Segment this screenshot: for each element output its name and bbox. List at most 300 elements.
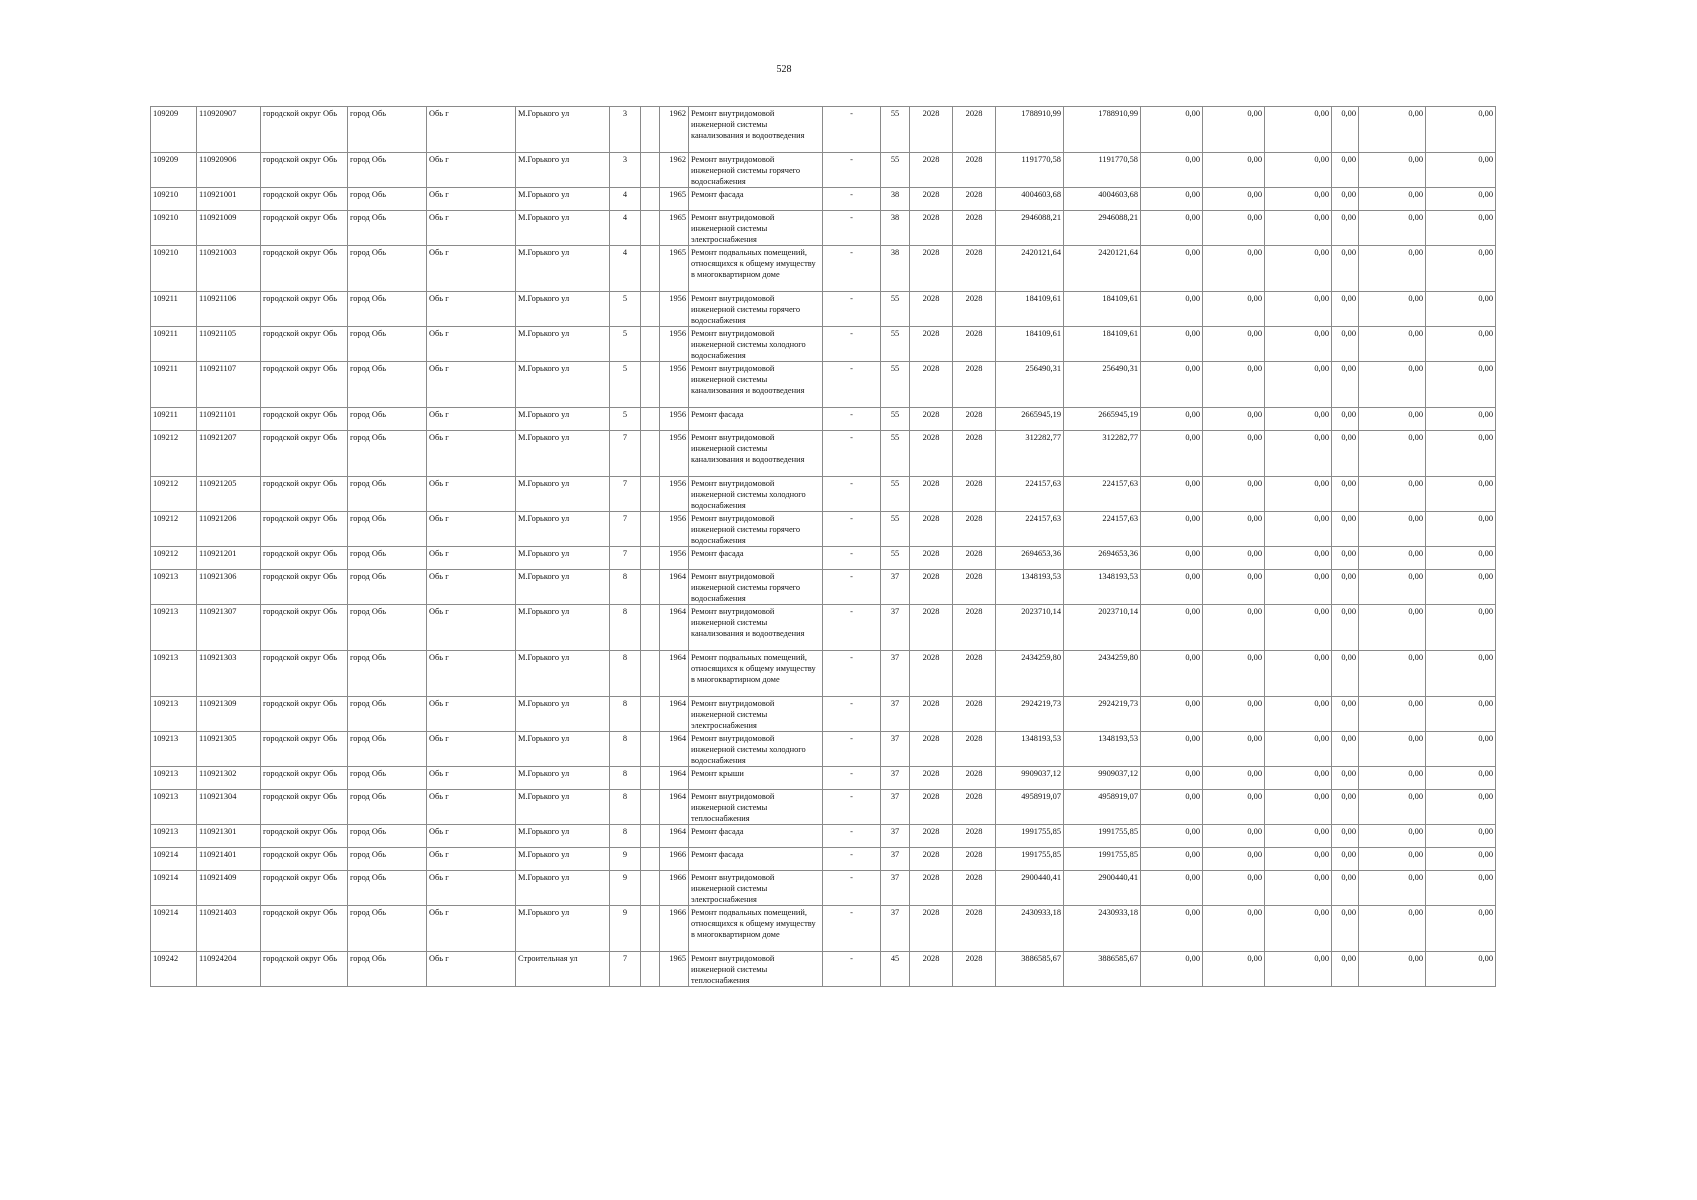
cost-cell: 1991755,85 xyxy=(996,825,1064,848)
start-year-cell: 2028 xyxy=(910,825,953,848)
wear-percent-cell: 37 xyxy=(881,825,910,848)
fund-2-cell: 0,00 xyxy=(1203,732,1265,767)
house-number-cell: 5 xyxy=(610,327,641,362)
end-year-cell: 2028 xyxy=(953,512,996,547)
fund-5-cell: 0,00 xyxy=(1359,790,1426,825)
settlement-cell: Обь г xyxy=(427,512,516,547)
wear-percent-cell: 38 xyxy=(881,188,910,211)
district-cell: городской округ Обь xyxy=(261,848,348,871)
settlement-cell: Обь г xyxy=(427,790,516,825)
start-year-cell: 2028 xyxy=(910,292,953,327)
fund-4-cell: 0,00 xyxy=(1332,848,1359,871)
table-row xyxy=(151,107,1496,153)
locality-cell: город Обь xyxy=(348,327,427,362)
house-id-cell: 109212 xyxy=(151,431,197,477)
end-year-cell: 2028 xyxy=(953,246,996,292)
work-code-cell: 110921304 xyxy=(197,790,261,825)
work-code-cell: 110921001 xyxy=(197,188,261,211)
work-type-cell: Ремонт внутридомовой инженерной системы холодного водоснабжения xyxy=(689,477,823,512)
build-year-cell: 1965 xyxy=(660,246,689,292)
start-year-cell: 2028 xyxy=(910,107,953,153)
build-year-cell: 1956 xyxy=(660,547,689,570)
cost-cell: 3886585,67 xyxy=(996,952,1064,987)
fund-1-cell: 0,00 xyxy=(1141,477,1203,512)
house-id-cell: 109211 xyxy=(151,362,197,408)
start-year-cell: 2028 xyxy=(910,512,953,547)
house-number-cell: 9 xyxy=(610,848,641,871)
wear-percent-cell: 38 xyxy=(881,246,910,292)
total-cost-cell: 2430933,18 xyxy=(1064,906,1141,952)
empty-cell xyxy=(641,327,660,362)
house-number-cell: 8 xyxy=(610,732,641,767)
page-number: 528 xyxy=(776,64,792,75)
house-number-cell: 7 xyxy=(610,477,641,512)
settlement-cell: Обь г xyxy=(427,153,516,188)
cost-cell: 2665945,19 xyxy=(996,408,1064,431)
district-cell: городской округ Обь xyxy=(261,107,348,153)
district-cell: городской округ Обь xyxy=(261,767,348,790)
district-cell: городской округ Обь xyxy=(261,547,348,570)
end-year-cell: 2028 xyxy=(953,871,996,906)
work-code-cell: 110921307 xyxy=(197,605,261,651)
district-cell: городской округ Обь xyxy=(261,246,348,292)
fund-4-cell: 0,00 xyxy=(1332,570,1359,605)
total-cost-cell: 1348193,53 xyxy=(1064,570,1141,605)
dash-cell: - xyxy=(823,732,881,767)
fund-6-cell: 0,00 xyxy=(1426,547,1496,570)
empty-cell xyxy=(641,477,660,512)
build-year-cell: 1964 xyxy=(660,732,689,767)
fund-1-cell: 0,00 xyxy=(1141,107,1203,153)
build-year-cell: 1964 xyxy=(660,697,689,732)
work-code-cell: 110921201 xyxy=(197,547,261,570)
district-cell: городской округ Обь xyxy=(261,871,348,906)
fund-3-cell: 0,00 xyxy=(1265,246,1332,292)
fund-3-cell: 0,00 xyxy=(1265,211,1332,246)
end-year-cell: 2028 xyxy=(953,651,996,697)
district-cell: городской округ Обь xyxy=(261,153,348,188)
wear-percent-cell: 55 xyxy=(881,107,910,153)
house-id-cell: 109213 xyxy=(151,697,197,732)
house-id-cell: 109214 xyxy=(151,906,197,952)
locality-cell: город Обь xyxy=(348,906,427,952)
street-cell: М.Горького ул xyxy=(516,605,610,651)
dash-cell: - xyxy=(823,547,881,570)
end-year-cell: 2028 xyxy=(953,211,996,246)
fund-3-cell: 0,00 xyxy=(1265,107,1332,153)
house-number-cell: 7 xyxy=(610,952,641,987)
fund-3-cell: 0,00 xyxy=(1265,188,1332,211)
fund-6-cell: 0,00 xyxy=(1426,246,1496,292)
start-year-cell: 2028 xyxy=(910,767,953,790)
fund-3-cell: 0,00 xyxy=(1265,327,1332,362)
total-cost-cell: 2924219,73 xyxy=(1064,697,1141,732)
end-year-cell: 2028 xyxy=(953,848,996,871)
fund-4-cell: 0,00 xyxy=(1332,790,1359,825)
work-type-cell: Ремонт внутридомовой инженерной системы горячего водоснабжения xyxy=(689,512,823,547)
fund-6-cell: 0,00 xyxy=(1426,408,1496,431)
fund-2-cell: 0,00 xyxy=(1203,547,1265,570)
fund-5-cell: 0,00 xyxy=(1359,952,1426,987)
work-type-cell: Ремонт фасада xyxy=(689,408,823,431)
cost-cell: 312282,77 xyxy=(996,431,1064,477)
house-id-cell: 109213 xyxy=(151,790,197,825)
dash-cell: - xyxy=(823,906,881,952)
street-cell: М.Горького ул xyxy=(516,651,610,697)
empty-cell xyxy=(641,697,660,732)
house-number-cell: 4 xyxy=(610,188,641,211)
work-type-cell: Ремонт фасада xyxy=(689,188,823,211)
house-number-cell: 3 xyxy=(610,153,641,188)
cost-cell: 256490,31 xyxy=(996,362,1064,408)
table-row xyxy=(151,848,1496,871)
work-code-cell: 110920906 xyxy=(197,153,261,188)
house-id-cell: 109211 xyxy=(151,292,197,327)
build-year-cell: 1956 xyxy=(660,292,689,327)
empty-cell xyxy=(641,512,660,547)
street-cell: М.Горького ул xyxy=(516,246,610,292)
locality-cell: город Обь xyxy=(348,362,427,408)
settlement-cell: Обь г xyxy=(427,292,516,327)
settlement-cell: Обь г xyxy=(427,431,516,477)
dash-cell: - xyxy=(823,292,881,327)
fund-1-cell: 0,00 xyxy=(1141,211,1203,246)
work-code-cell: 110921403 xyxy=(197,906,261,952)
district-cell: городской округ Обь xyxy=(261,825,348,848)
street-cell: М.Горького ул xyxy=(516,848,610,871)
wear-percent-cell: 37 xyxy=(881,848,910,871)
work-type-cell: Ремонт фасада xyxy=(689,547,823,570)
fund-3-cell: 0,00 xyxy=(1265,952,1332,987)
total-cost-cell: 1991755,85 xyxy=(1064,825,1141,848)
start-year-cell: 2028 xyxy=(910,211,953,246)
dash-cell: - xyxy=(823,188,881,211)
district-cell: городской округ Обь xyxy=(261,211,348,246)
empty-cell xyxy=(641,246,660,292)
end-year-cell: 2028 xyxy=(953,605,996,651)
build-year-cell: 1965 xyxy=(660,188,689,211)
cost-cell: 2023710,14 xyxy=(996,605,1064,651)
build-year-cell: 1964 xyxy=(660,767,689,790)
table-row xyxy=(151,512,1496,547)
end-year-cell: 2028 xyxy=(953,790,996,825)
fund-2-cell: 0,00 xyxy=(1203,188,1265,211)
fund-4-cell: 0,00 xyxy=(1332,825,1359,848)
empty-cell xyxy=(641,153,660,188)
locality-cell: город Обь xyxy=(348,153,427,188)
fund-4-cell: 0,00 xyxy=(1332,697,1359,732)
fund-5-cell: 0,00 xyxy=(1359,153,1426,188)
fund-2-cell: 0,00 xyxy=(1203,327,1265,362)
house-id-cell: 109213 xyxy=(151,825,197,848)
fund-1-cell: 0,00 xyxy=(1141,697,1203,732)
wear-percent-cell: 55 xyxy=(881,362,910,408)
cost-cell: 1788910,99 xyxy=(996,107,1064,153)
fund-4-cell: 0,00 xyxy=(1332,605,1359,651)
street-cell: М.Горького ул xyxy=(516,327,610,362)
settlement-cell: Обь г xyxy=(427,651,516,697)
fund-6-cell: 0,00 xyxy=(1426,211,1496,246)
fund-5-cell: 0,00 xyxy=(1359,848,1426,871)
total-cost-cell: 1348193,53 xyxy=(1064,732,1141,767)
settlement-cell: Обь г xyxy=(427,871,516,906)
fund-4-cell: 0,00 xyxy=(1332,292,1359,327)
work-type-cell: Ремонт крыши xyxy=(689,767,823,790)
house-id-cell: 109213 xyxy=(151,570,197,605)
dash-cell: - xyxy=(823,431,881,477)
fund-4-cell: 0,00 xyxy=(1332,651,1359,697)
house-number-cell: 5 xyxy=(610,408,641,431)
work-code-cell: 110921003 xyxy=(197,246,261,292)
fund-2-cell: 0,00 xyxy=(1203,697,1265,732)
wear-percent-cell: 37 xyxy=(881,767,910,790)
wear-percent-cell: 55 xyxy=(881,547,910,570)
street-cell: М.Горького ул xyxy=(516,211,610,246)
settlement-cell: Обь г xyxy=(427,107,516,153)
house-id-cell: 109213 xyxy=(151,651,197,697)
fund-1-cell: 0,00 xyxy=(1141,431,1203,477)
district-cell: городской округ Обь xyxy=(261,651,348,697)
empty-cell xyxy=(641,431,660,477)
fund-5-cell: 0,00 xyxy=(1359,697,1426,732)
fund-4-cell: 0,00 xyxy=(1332,767,1359,790)
end-year-cell: 2028 xyxy=(953,107,996,153)
fund-6-cell: 0,00 xyxy=(1426,188,1496,211)
start-year-cell: 2028 xyxy=(910,188,953,211)
locality-cell: город Обь xyxy=(348,188,427,211)
work-type-cell: Ремонт подвальных помещений, относящихся к общему имуществу в многоквартирном доме xyxy=(689,906,823,952)
work-code-cell: 110920907 xyxy=(197,107,261,153)
street-cell: М.Горького ул xyxy=(516,431,610,477)
fund-4-cell: 0,00 xyxy=(1332,431,1359,477)
fund-2-cell: 0,00 xyxy=(1203,651,1265,697)
dash-cell: - xyxy=(823,211,881,246)
table-row xyxy=(151,871,1496,906)
empty-cell xyxy=(641,732,660,767)
locality-cell: город Обь xyxy=(348,697,427,732)
settlement-cell: Обь г xyxy=(427,848,516,871)
settlement-cell: Обь г xyxy=(427,246,516,292)
end-year-cell: 2028 xyxy=(953,477,996,512)
fund-1-cell: 0,00 xyxy=(1141,651,1203,697)
table-row xyxy=(151,790,1496,825)
wear-percent-cell: 37 xyxy=(881,790,910,825)
house-number-cell: 4 xyxy=(610,211,641,246)
house-id-cell: 109212 xyxy=(151,477,197,512)
settlement-cell: Обь г xyxy=(427,605,516,651)
work-type-cell: Ремонт внутридомовой инженерной системы холодного водоснабжения xyxy=(689,732,823,767)
build-year-cell: 1962 xyxy=(660,107,689,153)
table-row xyxy=(151,547,1496,570)
fund-5-cell: 0,00 xyxy=(1359,362,1426,408)
total-cost-cell: 1191770,58 xyxy=(1064,153,1141,188)
total-cost-cell: 1991755,85 xyxy=(1064,848,1141,871)
dash-cell: - xyxy=(823,767,881,790)
district-cell: городской округ Обь xyxy=(261,292,348,327)
end-year-cell: 2028 xyxy=(953,906,996,952)
start-year-cell: 2028 xyxy=(910,246,953,292)
fund-2-cell: 0,00 xyxy=(1203,605,1265,651)
fund-5-cell: 0,00 xyxy=(1359,408,1426,431)
fund-3-cell: 0,00 xyxy=(1265,767,1332,790)
empty-cell xyxy=(641,107,660,153)
dash-cell: - xyxy=(823,651,881,697)
fund-5-cell: 0,00 xyxy=(1359,871,1426,906)
street-cell: М.Горького ул xyxy=(516,107,610,153)
house-id-cell: 109211 xyxy=(151,408,197,431)
table-row xyxy=(151,825,1496,848)
fund-3-cell: 0,00 xyxy=(1265,871,1332,906)
total-cost-cell: 2946088,21 xyxy=(1064,211,1141,246)
wear-percent-cell: 37 xyxy=(881,732,910,767)
start-year-cell: 2028 xyxy=(910,327,953,362)
total-cost-cell: 2900440,41 xyxy=(1064,871,1141,906)
end-year-cell: 2028 xyxy=(953,431,996,477)
total-cost-cell: 184109,61 xyxy=(1064,292,1141,327)
fund-6-cell: 0,00 xyxy=(1426,848,1496,871)
table-body xyxy=(151,107,1496,987)
cost-cell: 2434259,80 xyxy=(996,651,1064,697)
house-id-cell: 109214 xyxy=(151,871,197,906)
locality-cell: город Обь xyxy=(348,408,427,431)
fund-4-cell: 0,00 xyxy=(1332,211,1359,246)
fund-3-cell: 0,00 xyxy=(1265,825,1332,848)
work-type-cell: Ремонт внутридомовой инженерной системы горячего водоснабжения xyxy=(689,570,823,605)
house-id-cell: 109213 xyxy=(151,605,197,651)
start-year-cell: 2028 xyxy=(910,906,953,952)
end-year-cell: 2028 xyxy=(953,362,996,408)
empty-cell xyxy=(641,211,660,246)
house-id-cell: 109209 xyxy=(151,107,197,153)
end-year-cell: 2028 xyxy=(953,767,996,790)
fund-4-cell: 0,00 xyxy=(1332,327,1359,362)
fund-3-cell: 0,00 xyxy=(1265,477,1332,512)
locality-cell: город Обь xyxy=(348,732,427,767)
fund-2-cell: 0,00 xyxy=(1203,107,1265,153)
fund-5-cell: 0,00 xyxy=(1359,906,1426,952)
empty-cell xyxy=(641,362,660,408)
work-type-cell: Ремонт внутридомовой инженерной системы электроснабжения xyxy=(689,211,823,246)
settlement-cell: Обь г xyxy=(427,952,516,987)
settlement-cell: Обь г xyxy=(427,767,516,790)
fund-4-cell: 0,00 xyxy=(1332,477,1359,512)
house-number-cell: 8 xyxy=(610,825,641,848)
house-id-cell: 109212 xyxy=(151,547,197,570)
empty-cell xyxy=(641,848,660,871)
empty-cell xyxy=(641,906,660,952)
fund-6-cell: 0,00 xyxy=(1426,697,1496,732)
work-type-cell: Ремонт внутридомовой инженерной системы канализования и водоотведения xyxy=(689,107,823,153)
fund-6-cell: 0,00 xyxy=(1426,362,1496,408)
fund-3-cell: 0,00 xyxy=(1265,605,1332,651)
fund-4-cell: 0,00 xyxy=(1332,107,1359,153)
table-row xyxy=(151,477,1496,512)
dash-cell: - xyxy=(823,327,881,362)
fund-2-cell: 0,00 xyxy=(1203,246,1265,292)
total-cost-cell: 184109,61 xyxy=(1064,327,1141,362)
fund-3-cell: 0,00 xyxy=(1265,570,1332,605)
house-id-cell: 109213 xyxy=(151,767,197,790)
settlement-cell: Обь г xyxy=(427,362,516,408)
fund-2-cell: 0,00 xyxy=(1203,848,1265,871)
work-code-cell: 110921009 xyxy=(197,211,261,246)
work-code-cell: 110921301 xyxy=(197,825,261,848)
locality-cell: город Обь xyxy=(348,848,427,871)
fund-3-cell: 0,00 xyxy=(1265,292,1332,327)
empty-cell xyxy=(641,188,660,211)
fund-1-cell: 0,00 xyxy=(1141,512,1203,547)
total-cost-cell: 2665945,19 xyxy=(1064,408,1141,431)
street-cell: М.Горького ул xyxy=(516,292,610,327)
table-row xyxy=(151,767,1496,790)
build-year-cell: 1964 xyxy=(660,605,689,651)
fund-2-cell: 0,00 xyxy=(1203,767,1265,790)
empty-cell xyxy=(641,605,660,651)
district-cell: городской округ Обь xyxy=(261,906,348,952)
start-year-cell: 2028 xyxy=(910,362,953,408)
fund-5-cell: 0,00 xyxy=(1359,605,1426,651)
house-number-cell: 3 xyxy=(610,107,641,153)
fund-2-cell: 0,00 xyxy=(1203,408,1265,431)
house-number-cell: 7 xyxy=(610,512,641,547)
fund-4-cell: 0,00 xyxy=(1332,512,1359,547)
work-code-cell: 110921207 xyxy=(197,431,261,477)
work-code-cell: 110921205 xyxy=(197,477,261,512)
work-type-cell: Ремонт внутридомовой инженерной системы канализования и водоотведения xyxy=(689,605,823,651)
dash-cell: - xyxy=(823,362,881,408)
build-year-cell: 1956 xyxy=(660,431,689,477)
wear-percent-cell: 55 xyxy=(881,327,910,362)
fund-4-cell: 0,00 xyxy=(1332,153,1359,188)
end-year-cell: 2028 xyxy=(953,732,996,767)
total-cost-cell: 312282,77 xyxy=(1064,431,1141,477)
start-year-cell: 2028 xyxy=(910,790,953,825)
empty-cell xyxy=(641,790,660,825)
end-year-cell: 2028 xyxy=(953,327,996,362)
start-year-cell: 2028 xyxy=(910,477,953,512)
table-row xyxy=(151,408,1496,431)
total-cost-cell: 224157,63 xyxy=(1064,512,1141,547)
house-number-cell: 8 xyxy=(610,697,641,732)
house-id-cell: 109210 xyxy=(151,211,197,246)
locality-cell: город Обь xyxy=(348,292,427,327)
build-year-cell: 1964 xyxy=(660,825,689,848)
work-code-cell: 110921107 xyxy=(197,362,261,408)
work-code-cell: 110924204 xyxy=(197,952,261,987)
fund-2-cell: 0,00 xyxy=(1203,431,1265,477)
fund-6-cell: 0,00 xyxy=(1426,732,1496,767)
fund-1-cell: 0,00 xyxy=(1141,790,1203,825)
cost-cell: 2694653,36 xyxy=(996,547,1064,570)
district-cell: городской округ Обь xyxy=(261,605,348,651)
table-row xyxy=(151,906,1496,952)
fund-6-cell: 0,00 xyxy=(1426,570,1496,605)
wear-percent-cell: 38 xyxy=(881,211,910,246)
work-type-cell: Ремонт фасада xyxy=(689,848,823,871)
street-cell: М.Горького ул xyxy=(516,767,610,790)
work-type-cell: Ремонт подвальных помещений, относящихся к общему имуществу в многоквартирном доме xyxy=(689,651,823,697)
house-number-cell: 7 xyxy=(610,547,641,570)
dash-cell: - xyxy=(823,605,881,651)
district-cell: городской округ Обь xyxy=(261,790,348,825)
table-row xyxy=(151,952,1496,987)
house-id-cell: 109211 xyxy=(151,327,197,362)
locality-cell: город Обь xyxy=(348,651,427,697)
work-code-cell: 110921309 xyxy=(197,697,261,732)
fund-4-cell: 0,00 xyxy=(1332,547,1359,570)
fund-4-cell: 0,00 xyxy=(1332,952,1359,987)
empty-cell xyxy=(641,825,660,848)
